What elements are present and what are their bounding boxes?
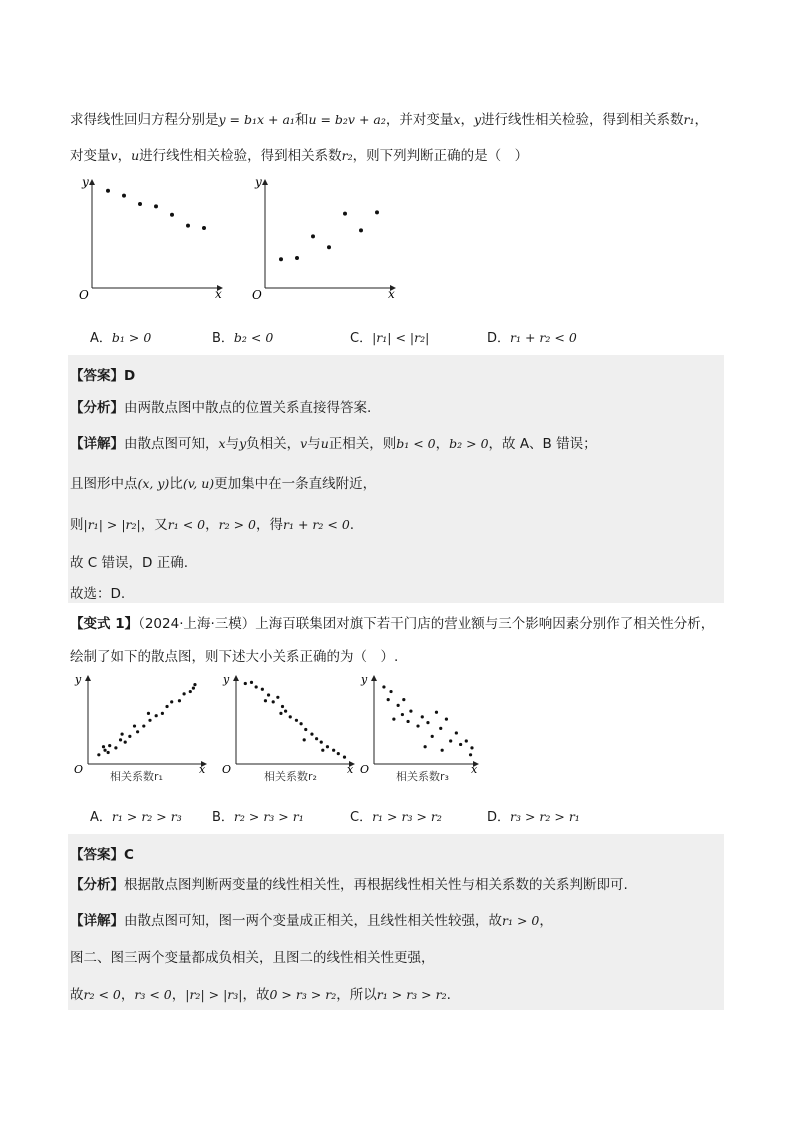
q2-detail-line2: 图二、图三两个变量都成负相关，且图二的线性相关性更强，	[70, 950, 435, 966]
x-axis-label: x	[388, 287, 395, 301]
scatter-point-7	[202, 226, 206, 230]
q2-analysis: 【分析】根据散点图判断两变量的线性相关性，再根据线性相关性与相关系数的关系判断即可.	[70, 877, 628, 893]
scatter-point-5	[114, 746, 117, 749]
scatter-point-17	[326, 745, 329, 748]
option-a[interactable]: A．b₁ > 0	[90, 330, 152, 346]
y-axis-label: y	[361, 673, 368, 686]
option-c[interactable]: C．r₁ > r₃ > r₂	[350, 809, 442, 825]
scatter-point-12	[431, 735, 434, 738]
scatter-point-4	[327, 245, 331, 249]
scatter-point-14	[310, 733, 313, 736]
scatter-point-9	[284, 710, 287, 713]
scatter-point-21	[424, 745, 427, 748]
scatter-point-7	[276, 696, 279, 699]
origin-label: O	[222, 763, 232, 776]
scatter-point-3	[108, 744, 111, 747]
scatter-point-23	[121, 733, 124, 736]
y-axis-label: y	[223, 673, 230, 686]
plot-caption: 相关系数r₂	[264, 770, 317, 783]
scatter-point-3	[255, 685, 258, 688]
scatter-point-11	[426, 721, 429, 724]
scatter-point-8	[128, 735, 131, 738]
q1-detail-line3: 则|r₁| > |r₂|，又r₁ < 0，r₂ > 0，得r₁ + r₂ < 0.	[70, 517, 355, 533]
scatter-point-11	[295, 719, 298, 722]
scatter-point-13	[304, 728, 307, 731]
q2-answer: 【答案】C	[70, 847, 134, 863]
scatter-point-3	[138, 202, 142, 206]
origin-label: O	[74, 763, 84, 776]
scatter-point-9	[136, 730, 139, 733]
q1-analysis: 【分析】由两散点图中散点的位置关系直接得答案.	[70, 400, 372, 416]
q1-scatter-plot-2	[243, 172, 403, 304]
plot-caption: 相关系数r₃	[396, 770, 449, 783]
scatter-point-22	[303, 738, 306, 741]
scatter-point-7	[124, 741, 127, 744]
option-d[interactable]: D．r₁ + r₂ < 0	[487, 330, 577, 346]
scatter-point-16	[170, 700, 173, 703]
scatter-point-22	[441, 749, 444, 752]
y-axis-label: y	[255, 175, 262, 189]
scatter-point-15	[315, 737, 318, 740]
q1-scatter-plot-1	[70, 172, 230, 304]
scatter-point-20	[343, 756, 346, 759]
scatter-point-8	[281, 705, 284, 708]
scatter-point-18	[183, 692, 186, 695]
q1-stem-line1: 求得线性回归方程分别是y = b₁x + a₁和u = b₂v + a₂，并对变量x，y进行线性相关检验，得到相关系数r₁，	[70, 112, 708, 128]
scatter-point-14	[439, 727, 442, 730]
regression-equation-2: u = b₂v + a₂	[308, 112, 386, 127]
q2-scatter-plot-2	[218, 672, 358, 787]
scatter-point-2	[389, 690, 392, 693]
q2-stem-line2: 绘制了如下的散点图，则下述大小关系正确的为（ ）.	[70, 649, 399, 665]
scatter-point-6	[186, 224, 190, 228]
scatter-point-19	[189, 690, 192, 693]
scatter-point-24	[392, 718, 395, 721]
scatter-point-12	[148, 719, 151, 722]
origin-label: O	[360, 763, 370, 776]
scatter-point-4	[154, 204, 158, 208]
scatter-point-19	[337, 752, 340, 755]
scatter-point-23	[321, 749, 324, 752]
q2-stem-line1: 【变式 1】（2024·上海·三模）上海百联集团对旗下若干门店的营业额与三个影响因素分别作了相关性分析，	[70, 616, 715, 632]
scatter-point-10	[133, 724, 136, 727]
scatter-point-5	[402, 698, 405, 701]
scatter-point-10	[421, 715, 424, 718]
scatter-point-3	[311, 234, 315, 238]
scatter-point-1	[97, 753, 100, 756]
scatter-point-11	[142, 724, 145, 727]
scatter-point-20	[193, 683, 196, 686]
scatter-point-1	[279, 257, 283, 261]
scatter-point-22	[147, 712, 150, 715]
q1-answer: 【答案】D	[70, 368, 136, 384]
scatter-point-16	[320, 741, 323, 744]
origin-label: O	[79, 288, 89, 302]
q1-detail-line1: 【详解】由散点图可知，x与y负相关，v与u正相关，则b₁ < 0，b₂ > 0，故 A、B 错误；	[70, 436, 597, 452]
scatter-point-6	[119, 738, 122, 741]
scatter-point-16	[449, 739, 452, 742]
option-d[interactable]: D．r₃ > r₂ > r₁	[487, 809, 580, 825]
scatter-point-1	[244, 682, 247, 685]
scatter-point-5	[267, 693, 270, 696]
scatter-point-7	[409, 710, 412, 713]
scatter-point-10	[289, 715, 292, 718]
scatter-point-15	[445, 718, 448, 721]
scatter-point-13	[435, 711, 438, 714]
scatter-point-12	[300, 722, 303, 725]
regression-equation-1: y = b₁x + a₁	[218, 112, 295, 127]
q1-detail-line4: 故 C 错误，D 正确.	[70, 555, 188, 571]
q1-conclusion: 故选：D.	[70, 586, 126, 602]
scatter-point-21	[192, 687, 195, 690]
scatter-point-6	[359, 228, 363, 232]
scatter-point-1	[106, 189, 110, 193]
q2-scatter-plot-3	[356, 672, 496, 787]
q2-detail-line1: 【详解】由散点图可知，图一两个变量成正相关，且线性相关性较强，故r₁ > 0，	[70, 913, 553, 929]
scatter-point-5	[343, 212, 347, 216]
scatter-point-20	[470, 746, 473, 749]
scatter-point-9	[416, 724, 419, 727]
scatter-point-2	[103, 749, 106, 752]
q2-detail-line3: 故r₂ < 0，r₃ < 0，|r₂| > |r₃|，故0 > r₃ > r₂，所以r₁ > r₃ > r₂.	[70, 987, 451, 1003]
scatter-point-4	[261, 688, 264, 691]
scatter-point-14	[161, 712, 164, 715]
scatter-point-17	[178, 699, 181, 702]
scatter-point-2	[122, 194, 126, 198]
option-b[interactable]: B．r₂ > r₃ > r₁	[212, 809, 304, 825]
origin-label: O	[252, 288, 262, 302]
scatter-point-2	[250, 681, 253, 684]
option-a[interactable]: A．r₁ > r₂ > r₃	[90, 809, 182, 825]
option-c[interactable]: C．|r₁| < |r₂|	[350, 330, 430, 346]
y-axis-label: y	[82, 175, 89, 189]
scatter-point-3	[387, 698, 390, 701]
q2-scatter-plot-1	[70, 672, 210, 787]
scatter-point-6	[272, 700, 275, 703]
q1-detail-line2: 且图形中点(x, y)比(v, u)更加集中在一条直线附近，	[70, 476, 377, 492]
scatter-point-15	[165, 705, 168, 708]
scatter-point-7	[375, 210, 379, 214]
option-b[interactable]: B．b₂ < 0	[212, 330, 274, 346]
scatter-point-6	[401, 713, 404, 716]
q1-stem-line2: 对变量v，u进行线性相关检验，得到相关系数r₂，则下列判断正确的是（ ）	[70, 148, 529, 164]
scatter-point-1	[382, 685, 385, 688]
scatter-point-13	[155, 714, 158, 717]
scatter-point-4	[397, 704, 400, 707]
scatter-point-18	[459, 743, 462, 746]
scatter-point-8	[406, 720, 409, 723]
scatter-point-18	[332, 749, 335, 752]
scatter-point-19	[465, 739, 468, 742]
scatter-point-21	[279, 712, 282, 715]
scatter-point-23	[469, 753, 472, 756]
scatter-point-17	[455, 731, 458, 734]
x-axis-label: x	[215, 287, 222, 301]
scatter-point-4	[107, 751, 110, 754]
x-axis-label: x	[347, 763, 354, 776]
x-axis-label: x	[471, 763, 478, 776]
y-axis-label: y	[75, 673, 82, 686]
scatter-point-2	[295, 256, 299, 260]
x-axis-label: x	[199, 763, 206, 776]
scatter-point-24	[264, 699, 267, 702]
scatter-point-5	[170, 213, 174, 217]
plot-caption: 相关系数r₁	[110, 770, 163, 783]
scatter-point-24	[102, 745, 105, 748]
